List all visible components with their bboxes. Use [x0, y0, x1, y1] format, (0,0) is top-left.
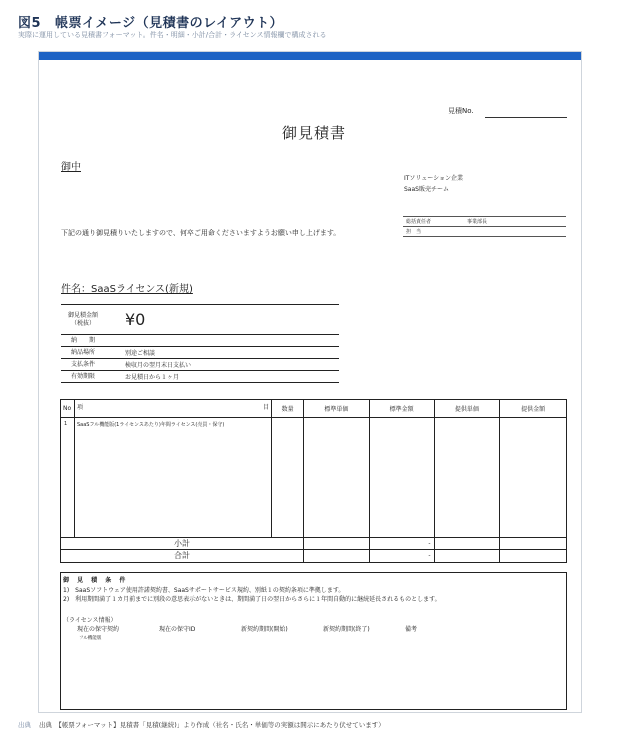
conditions-box — [60, 572, 567, 710]
items-table — [60, 399, 567, 563]
row-no: 1 — [61, 418, 75, 537]
summary-label: 有効期限 — [70, 372, 95, 380]
conditions-title: 御 見 積 条 件 — [63, 577, 129, 584]
company-block — [404, 173, 463, 195]
summary-label: 納 期 — [70, 336, 95, 344]
total-offer-amount — [500, 550, 566, 562]
staff-label: 担 当 — [406, 229, 422, 235]
total-value: - — [370, 550, 435, 562]
header-qty: 数量 — [272, 400, 304, 417]
condition-line: 2) 利用期間満了１カ月前までに別段の意思表示がないときは、期間満了日の翌日からさらに１年間自動的に継続延長されるものとします。 — [63, 596, 441, 603]
summary-value: 別途ご相談 — [125, 350, 156, 357]
company-team: SaaS販売チーム — [404, 186, 449, 193]
total-row — [61, 550, 566, 562]
sheet-header-bar — [39, 52, 581, 60]
subtotal-offer-amount — [500, 538, 566, 549]
company-name: ITソリューション企業 — [404, 175, 464, 182]
header-item — [75, 400, 272, 417]
amount-row — [61, 305, 339, 335]
summary-row — [61, 335, 339, 347]
summary-row — [61, 371, 339, 383]
amount-label: 御見積金額 （税抜） — [67, 311, 98, 327]
quote-number-field — [485, 117, 567, 118]
row-std-price — [304, 418, 370, 537]
license-label: （ライセンス情報） — [63, 617, 117, 624]
license-col: 備考 — [405, 626, 418, 633]
header-item-right: 目 — [263, 404, 270, 411]
quotation-sheet — [38, 51, 582, 713]
source-note — [18, 720, 385, 729]
table-row — [61, 418, 566, 538]
summary-value: 検収月の翌月末日支払い — [125, 362, 192, 369]
license-columns — [63, 625, 566, 634]
header-no: No — [61, 400, 75, 417]
recipient: 御中 — [61, 162, 81, 173]
summary-row — [61, 359, 339, 371]
source-text: 出典 【帳票フォーマット】見積書「見積(継続)」より作成（社名・氏名・単価等の実額は開示にあたり伏せています） — [39, 721, 385, 729]
greeting-text: 下記の通り御見積りいたしますので、何卒ご用命くださいますようお願い申し上げます。 — [61, 229, 341, 237]
header-item-left: 項 — [76, 404, 83, 411]
subtotal-offer-price — [435, 538, 501, 549]
row-std-amount — [370, 418, 435, 537]
subject: 件名：SaaSライセンス(新規) — [61, 284, 193, 295]
license-col: 新契約期間(終了) — [323, 626, 370, 633]
summary-row — [61, 347, 339, 359]
staff-table — [403, 216, 566, 237]
staff-row — [403, 227, 566, 237]
amount-value: ¥0 — [125, 310, 146, 329]
summary-label: 支払条件 — [70, 360, 95, 368]
subtotal-std-price — [304, 538, 370, 549]
header-std-price: 標準単価 — [304, 400, 370, 417]
header-std-amount: 標準金額 — [370, 400, 435, 417]
row-offer-price — [435, 418, 501, 537]
license-col: 新契約期間(開始) — [241, 626, 288, 633]
license-row: フル機能版 — [79, 636, 102, 641]
items-header-row — [61, 400, 566, 418]
figure-title-text: 帳票イメージ（見積書のレイアウト） — [55, 16, 284, 31]
source-label: 出典 — [18, 721, 31, 729]
figure-title — [18, 12, 283, 31]
total-label: 合計 — [61, 550, 304, 562]
staff-label: 総括責任者 — [406, 219, 432, 225]
row-item-name: SaaSフル機能版(1ライセンスあたり)年間ライセンス(売買・保守) — [75, 418, 272, 537]
summary-table — [61, 304, 339, 383]
row-qty — [272, 418, 304, 537]
header-offer-price: 提供単価 — [435, 400, 501, 417]
staff-row — [403, 217, 566, 227]
condition-line: 1) SaaSソフトウェア使用許諾契約書、SaaSサポートサービス規約、別紙１の契約条項に準拠します。 — [63, 587, 345, 594]
total-std-price — [304, 550, 370, 562]
figure-subtitle: 実際に運用している見積書フォーマット。件名・明細・小計/合計・ライセンス情報欄で構成される — [18, 31, 327, 39]
summary-value: お見積日から１ヶ月 — [125, 374, 180, 381]
total-offer-price — [435, 550, 501, 562]
document-title: 御見積書 — [282, 124, 347, 142]
quote-number-label: 見積No. — [448, 107, 474, 115]
summary-label: 納品場所 — [70, 348, 95, 356]
license-col: 現在の保守ID — [159, 626, 196, 633]
staff-value: 事業部長 — [467, 219, 488, 225]
figure-number: 図5 — [18, 16, 42, 31]
row-offer-amount — [500, 418, 566, 537]
subtotal-label: 小計 — [61, 538, 304, 549]
subtotal-row — [61, 538, 566, 550]
subtotal-value: - — [370, 538, 435, 549]
license-col: 現在の保守契約 — [77, 626, 120, 633]
header-offer-amount: 提供金額 — [521, 406, 546, 413]
